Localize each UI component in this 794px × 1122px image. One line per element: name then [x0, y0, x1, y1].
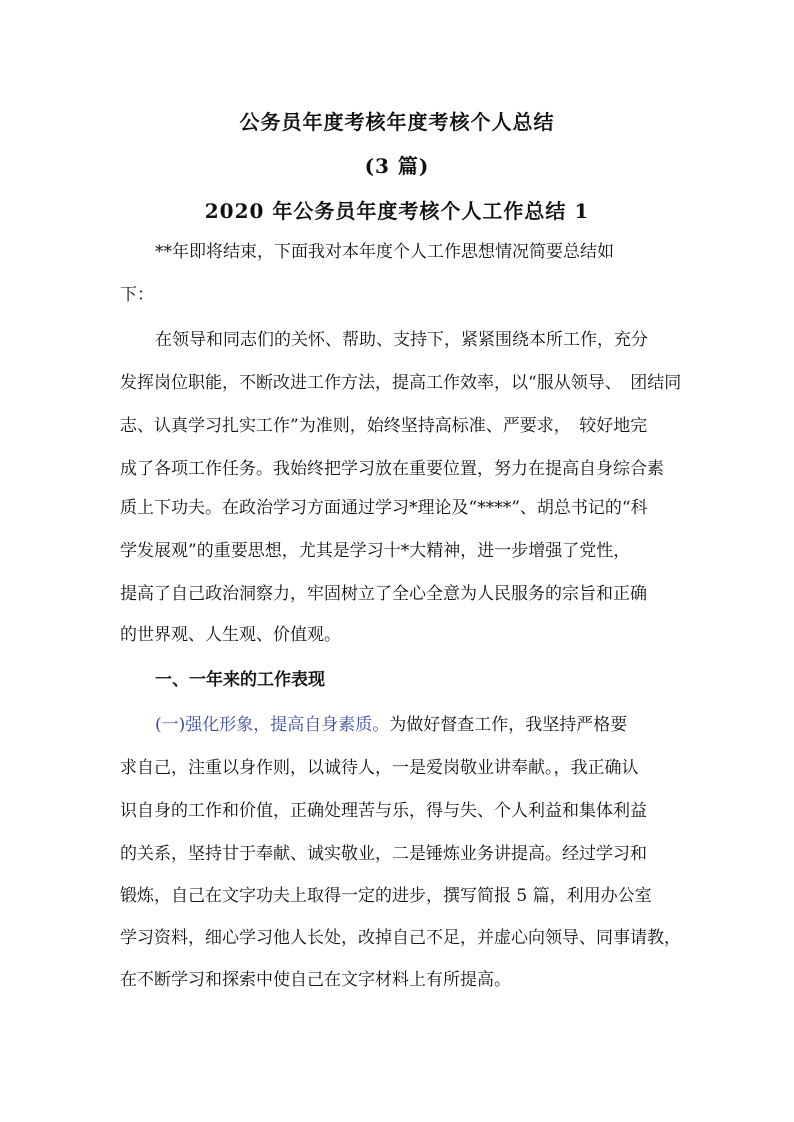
paragraph-line: 在领导和同志们的关怀、帮助、支持下，紧紧围绕本所工作，充分 [155, 330, 648, 350]
article-title: 2020 年公务员年度考核个人工作总结 1 [204, 199, 590, 223]
section-heading: 一、一年来的工作表现 [155, 670, 325, 690]
paragraph-text: 为做好督查工作，我坚持严格要 [389, 715, 628, 735]
document-title-count: (3 篇) [364, 154, 430, 178]
paragraph-line: **年即将结束，下面我对本年度个人工作思想情况简要总结如 [155, 242, 614, 262]
paragraph-line: 发挥岗位职能，不断改进工作方法，提高工作效率，以“服从领导、 团结同 [120, 373, 682, 393]
paragraph-line: 学习资料，细心学习他人长处，改掉自己不足，并虚心向领导、同事请教， [120, 928, 681, 948]
paragraph-line: 成了各项工作任务。我始终把学习放在重要位置，努力在提高自身综合素 [120, 459, 664, 479]
paragraph-line: 的世界观、人生观、价值观。 [120, 625, 341, 645]
paragraph-line: 学发展观”的重要思想，尤其是学习十*大精神，进一步增强了党性， [120, 541, 631, 561]
paragraph-line: 求自己，注重以身作则，以诚待人，一是爱岗敬业讲奉献。，我正确认 [120, 758, 639, 778]
paragraph-line: 志、认真学习扎实工作”为准则，始终坚持高标准、严要求， 较好地完 [120, 416, 648, 436]
paragraph-line: 锻炼，自己在文字功夫上取得一定的进步，撰写简报 5 篇，利用办公室 [120, 886, 652, 906]
paragraph-line: 的关系，坚持甘于奉献、诚实敬业，二是锤炼业务讲提高。经过学习和 [120, 844, 647, 864]
paragraph-line: 提高了自己政治洞察力，牢固树立了全心全意为人民服务的宗旨和正确 [120, 584, 647, 604]
paragraph-line: 下： [120, 285, 154, 305]
highlighted-subheading: (一)强化形象，提高自身素质。 [155, 715, 390, 735]
paragraph-line: 在不断学习和探索中使自己在文字材料上有所提高。 [120, 970, 511, 990]
paragraph-line: 识自身的工作和价值，正确处理苦与乐，得与失、个人利益和集体利益 [120, 801, 647, 821]
document-title: 公务员年度考核年度考核个人总结 [239, 110, 555, 134]
paragraph-line [155, 713, 627, 737]
paragraph-line: 质上下功夫。在政治学习方面通过学习*理论及“****”、胡总书记的“科 [120, 498, 648, 518]
